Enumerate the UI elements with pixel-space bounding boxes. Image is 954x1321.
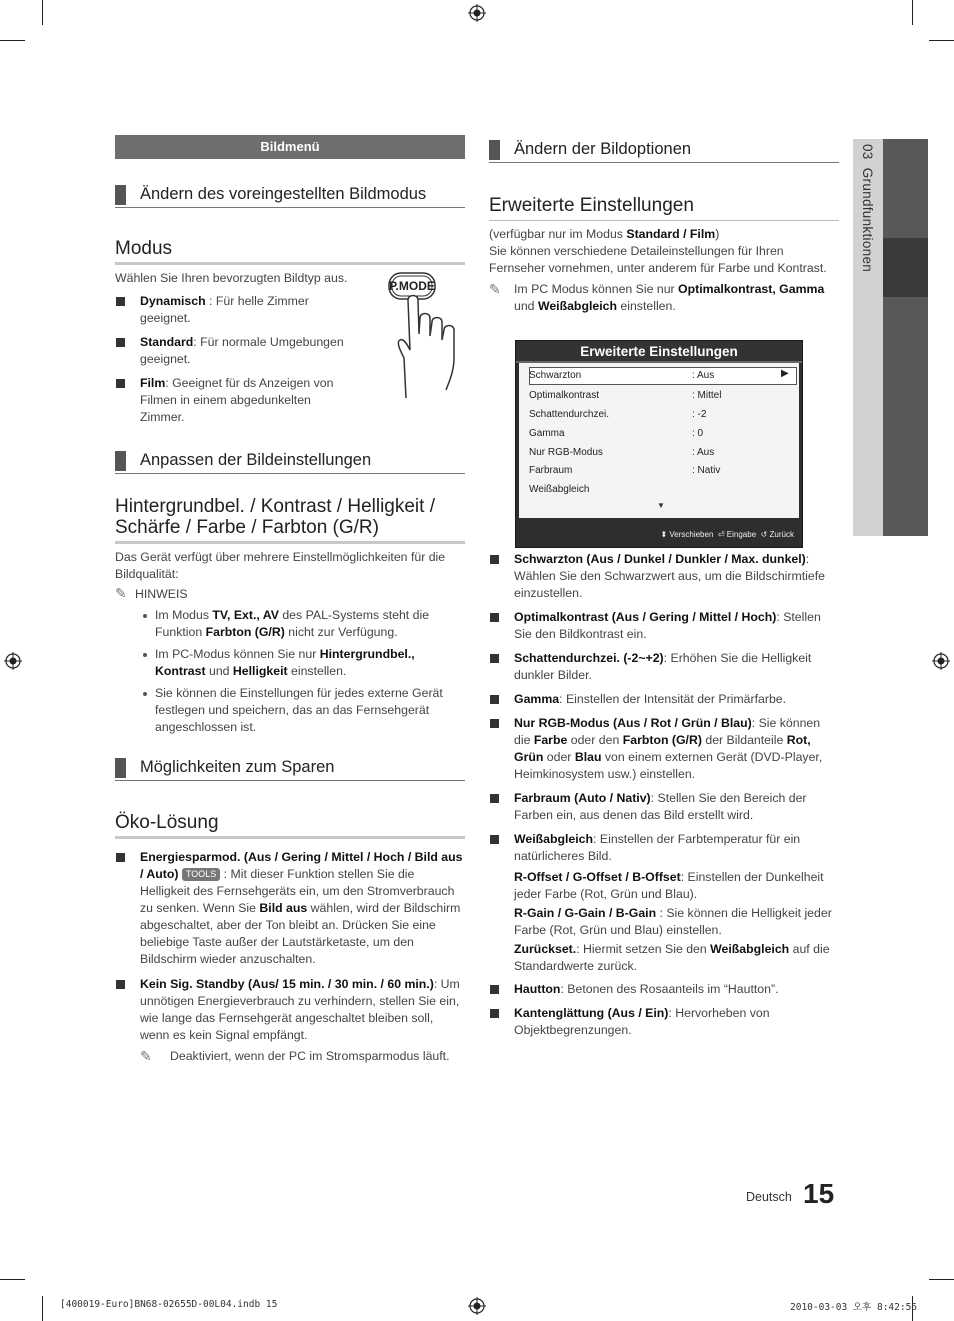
list-item: Sie können die Einstellungen für jedes externe Gerät festlegen und speichern, das an das Fernsehgerät angeschlossen ist. [115, 685, 465, 736]
arrow-right-icon: ▶ [781, 368, 789, 379]
list-item: Nur RGB-Modus (Aus / Rot / Grün / Blau): Sie können die Farbe oder den Farbton (G/R) der Bildanteile Rot, Grün oder Blau von einem externen Gerät (DVD-Player, Heimkinosystem usw.) einstellen. [489, 715, 839, 783]
list-item: Schattendurchzei. (-2~+2): Erhöhen Sie die Helligkeit dunkler Bilder. [489, 650, 839, 684]
registration-mark-icon [468, 4, 486, 22]
sub-item: R-Offset / G-Offset / B-Offset: Einstellen der Dunkelheit jeder Farbe (Rot, Grün und Blau). [514, 870, 824, 901]
osd-menu [515, 340, 803, 548]
crop-mark [929, 1279, 954, 1280]
list-item: Im Modus TV, Ext., AV des PAL-Systems steht die Funktion Farbton (G/R) nicht zur Verfügung. [115, 607, 465, 641]
note-pencil-icon: ✎ [115, 585, 127, 601]
sub-item: R-Gain / G-Gain / B-Gain : Sie können die Helligkeit jeder Farbe (Rot, Grün und Blau) einstellen. [514, 906, 832, 937]
crop-mark [0, 1279, 25, 1280]
pmode-label: P.MODE [389, 279, 435, 293]
osd-row[interactable]: Schwarzton : Aus [529, 370, 715, 381]
list-item: Schwarzton (Aus / Dunkel / Dunkler / Max. dunkel): Wählen Sie den Schwarzwert aus, um die Bildschirmtiefe einzustellen. [489, 551, 839, 602]
crop-mark [42, 1296, 43, 1321]
note-pencil-icon: ✎ [489, 281, 501, 297]
subheading-saving: Möglichkeiten zum Sparen [115, 755, 465, 781]
list-item: Optimalkontrast (Aus / Gering / Mittel / Hoch): Stellen Sie den Bildkontrast ein. [489, 609, 839, 643]
osd-row[interactable]: Weißabgleich [529, 484, 590, 495]
osd-row[interactable]: Farbraum : Nativ [529, 465, 721, 476]
subheading-picture-options: Ändern der Bildoptionen [489, 137, 839, 163]
list-item: Farbraum (Auto / Nativ): Stellen Sie den Bereich der Farben ein, aus denen das Bild erstellt wird. [489, 790, 839, 824]
chapter-label: 03 Grundfunktionen [860, 144, 875, 273]
crop-mark [0, 40, 25, 41]
list-item: Gamma: Einstellen der Intensität der Primärfarbe. [489, 691, 839, 708]
chapter-tab-dark [883, 139, 928, 536]
osd-row[interactable]: Optimalkontrast : Mittel [529, 390, 722, 401]
osd-row[interactable]: Schattendurchzei. : -2 [529, 409, 707, 420]
registration-mark-icon [468, 1297, 486, 1315]
pc-mode-note: ✎ Im PC Modus können Sie nur Optimalkontrast, Gamma und Weißabgleich einstellen. [489, 281, 825, 313]
availability-note: (verfügbar nur im Modus Standard / Film) [489, 227, 720, 241]
right-column [489, 135, 839, 1039]
list-item: Dynamisch : Für helle Zimmer geeignet. [115, 293, 347, 327]
osd-row[interactable]: Nur RGB-Modus : Aus [529, 447, 715, 458]
section-title-erweitert: Erweiterte Einstellungen [489, 195, 839, 221]
pmode-hand-icon [388, 270, 468, 400]
list-item: Kein Sig. Standby (Aus/ 15 min. / 30 min. / 60 min.): Um unnötigen Energieverbrauch zu verhindern, stellen Sie ein, wie lange das Fernsehgerät angeschaltet bleiben soll, wenn es kein Signal empfängt. [115, 976, 465, 1044]
subheading-adjust-settings: Anpassen der Bildeinstellungen [115, 448, 465, 474]
hintergrund-intro: Das Gerät verfügt über mehrere Einstellmöglichkeiten für die Bildqualität: [115, 550, 446, 581]
osd-body [519, 363, 799, 518]
note-pencil-icon: ✎ [140, 1048, 152, 1064]
chapter-tab-marker [883, 238, 928, 297]
standby-note: ✎ Deaktiviert, wenn der PC im Stromsparmodus läuft. [140, 1048, 450, 1064]
list-item: Film: Geeignet für ds Anzeigen von Filmen in einem abgedunkelten Zimmer. [115, 375, 347, 426]
tools-badge: TOOLS [182, 868, 220, 881]
list-item: Hautton: Betonen des Rosaanteils im “Hautton”. [489, 981, 839, 998]
footer-language: Deutsch [746, 1190, 792, 1204]
list-item: Weißabgleich: Einstellen der Farbtemperatur für ein natürlicheres Bild. [489, 831, 839, 865]
sub-item: Zurückset.: Hiermit setzen Sie den Weißabgleich auf die Standardwerte zurück. [514, 942, 830, 973]
return-icon: ↺ [760, 530, 768, 539]
crop-mark [42, 0, 43, 25]
enter-icon: ⏎ [717, 530, 725, 539]
registration-mark-icon [932, 652, 950, 670]
print-info-left: [400019-Euro]BN68-02655D-00L04.indb 15 [60, 1299, 278, 1310]
crop-mark [912, 0, 913, 25]
osd-footer: ⬍ Verschieben ⏎ Eingabe ↺ Zurück [660, 530, 794, 539]
osd-title: Erweiterte Einstellungen [516, 341, 802, 363]
modus-intro: Wählen Sie Ihren bevorzugten Bildtyp aus. [115, 271, 348, 285]
section-title-hintergrund: Hintergrundbel. / Kontrast / Helligkeit / Schärfe / Farbe / Farbton (G/R) [115, 496, 465, 544]
list-item: Energiesparmod. (Aus / Gering / Mittel / Hoch / Bild aus / Auto) TOOLS : Mit dieser Funktion stellen Sie die Helligkeit des Fernsehgeräts ein, um den Stromverbrauch zu senken. Wenn Sie Bild aus wählen, wird der Bildschirm abgeschaltet, aber der Ton bleibt an. Drücken Sie eine beliebige Taste außer der Lautstärketaste, um den Bildschirm wieder anzuschalten. [115, 849, 465, 968]
section-title-modus: Modus [115, 238, 465, 265]
menu-bar-title: Bildmenü [115, 135, 465, 159]
subheading-preset-mode: Ändern des voreingestellten Bildmodus [115, 182, 465, 208]
section-title-oeko: Öko-Lösung [115, 812, 465, 839]
list-item: Kantenglättung (Aus / Ein): Hervorheben von Objektbegrenzungen. [489, 1005, 839, 1039]
registration-mark-icon [4, 652, 22, 670]
crop-mark [929, 40, 954, 41]
list-item: Im PC-Modus können Sie nur Hintergrundbel., Kontrast und Helligkeit einstellen. [115, 646, 465, 680]
list-item: Standard: Für normale Umgebungen geeignet. [115, 334, 347, 368]
print-info-right: 2010-03-03 오후 8:42:56 [790, 1302, 918, 1313]
erweitert-intro: Sie können verschiedene Detaileinstellungen für Ihren Fernseher vornehmen, unter anderem für Farbe und Kontrast. [489, 244, 827, 275]
scroll-down-icon: ▼ [657, 501, 665, 510]
osd-row[interactable]: Gamma : 0 [529, 428, 704, 439]
page-number: 15 [803, 1178, 835, 1209]
move-icon: ⬍ [660, 530, 668, 539]
hinweis-note: ✎ HINWEIS [115, 585, 188, 601]
